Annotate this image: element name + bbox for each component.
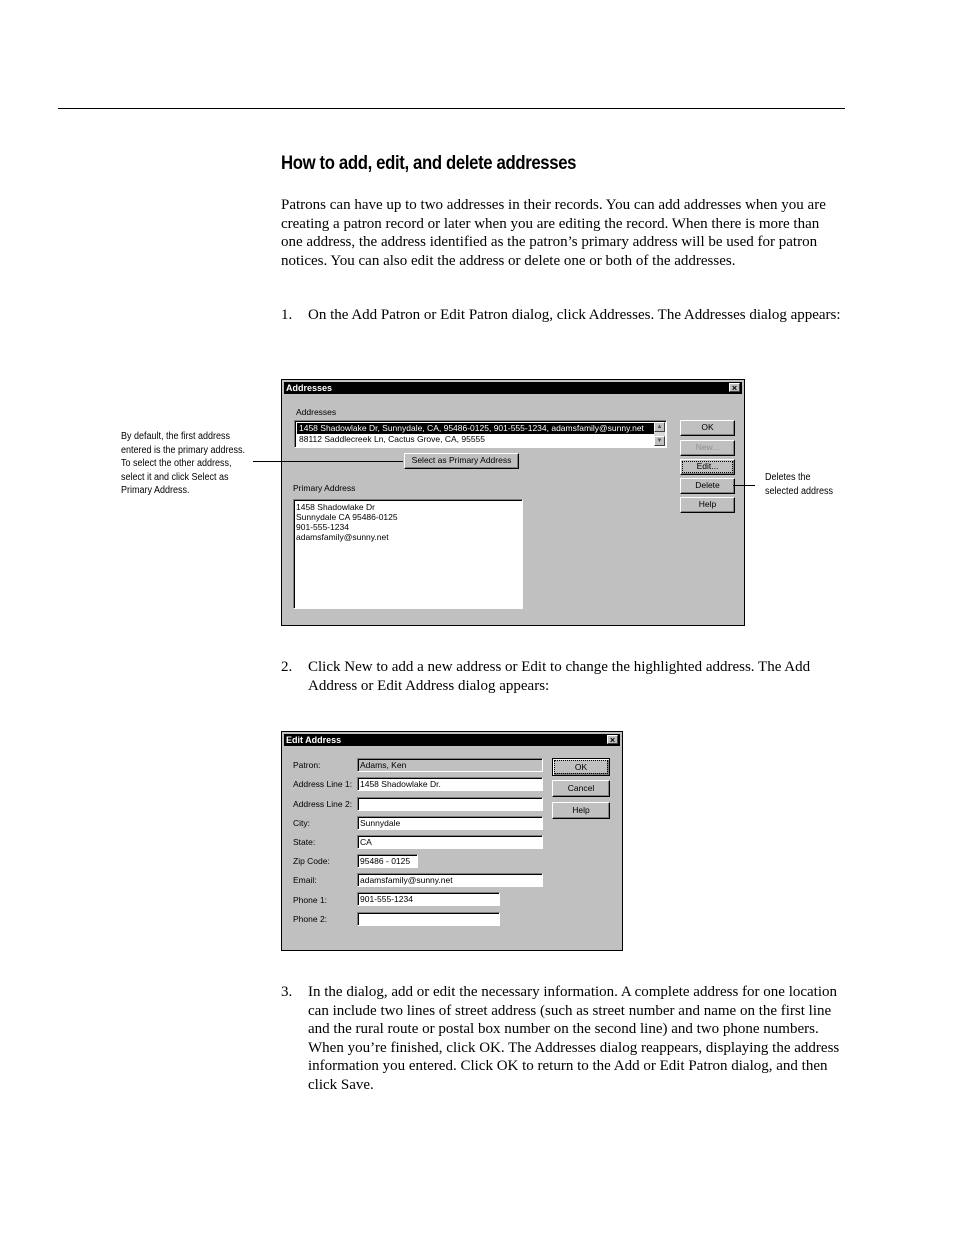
step-text: In the dialog, add or edit the necessary information. A complete address for one location can include two lines of street address (such as street number and name on the first line and the rural route or postal box number on the second line) and two phone numbers. When you’re finished, click OK. The Addresses dialog reappears, displaying the address information you entered. Click OK to return to the Add or Edit Patron dialog, and then click Save. — [308, 984, 840, 1093]
primary-address-line: 1458 Shadowlake Dr — [296, 502, 375, 512]
edit-dialog-titlebar — [284, 734, 620, 746]
scroll-down-icon[interactable]: ▼ — [654, 436, 665, 446]
step-text: Click New to add a new address or Edit to change the highlighted address. The Add Address or Edit Address dialog appears: — [308, 659, 811, 694]
intro-paragraph: Patrons can have up to two addresses in their records. You can add addresses when you are creating a patron record or later when you are editing the record. When there is more than one address, the address identified as the patron’s primary address will be used for patron notices. You can also edit the address or delete one or both of the addresses. — [281, 197, 826, 269]
delete-button[interactable]: Delete — [680, 478, 735, 494]
close-icon[interactable]: × — [729, 383, 740, 392]
phone-1-label: Phone 1: — [293, 895, 328, 905]
address-list-item-selected[interactable]: 1458 Shadowlake Dr, Sunnydale, CA, 95486-0125, 901-555-1234, adamsfamily@sunny.net — [297, 423, 655, 434]
city-label: City: — [293, 818, 310, 828]
address-line-1-input[interactable]: 1458 Shadowlake Dr. — [357, 777, 543, 791]
scroll-up-icon[interactable]: ▲ — [654, 422, 665, 432]
callout-primary-address: By default, the first address entered is the primary address. To select the other address, select it and click Select as Primary Address. — [121, 431, 246, 497]
step-number: 3. — [281, 984, 293, 1000]
select-primary-address-button[interactable]: Select as Primary Address — [404, 453, 519, 469]
addresses-list-label: Addresses — [296, 407, 337, 417]
callout-leader-line — [733, 485, 755, 486]
ok-button[interactable]: OK — [680, 420, 735, 436]
patron-label: Patron: — [293, 760, 321, 770]
patron-field: Adams, Ken — [357, 758, 543, 772]
city-input[interactable]: Sunnydale — [357, 816, 543, 830]
state-input[interactable]: CA — [357, 835, 543, 849]
callout-leader-line — [253, 461, 403, 462]
edit-address-dialog — [281, 731, 623, 951]
addresses-dialog — [281, 379, 745, 626]
addresses-dialog-titlebar — [284, 382, 742, 394]
cancel-button[interactable]: Cancel — [552, 780, 610, 797]
help-button[interactable]: Help — [552, 802, 610, 819]
addresses-listbox[interactable] — [294, 420, 667, 448]
email-label: Email: — [293, 875, 317, 885]
phone-1-input[interactable]: 901-555-1234 — [357, 892, 500, 906]
primary-address-line: Sunnydale CA 95486-0125 — [296, 512, 398, 522]
address-line-2-input[interactable] — [357, 797, 543, 811]
dialog-title: Edit Address — [286, 735, 342, 745]
primary-address-display — [293, 499, 523, 609]
zip-code-label: Zip Code: — [293, 856, 330, 866]
help-button[interactable]: Help — [680, 497, 735, 513]
email-input[interactable]: adamsfamily@sunny.net — [357, 873, 543, 887]
address-line-1-label: Address Line 1: — [293, 779, 353, 789]
state-label: State: — [293, 837, 316, 847]
header-rule — [58, 108, 845, 109]
step-text: On the Add Patron or Edit Patron dialog, click Addresses. The Addresses dialog appears: — [308, 307, 841, 323]
primary-address-line: 901-555-1234 — [296, 522, 349, 532]
phone-2-label: Phone 2: — [293, 914, 328, 924]
zip-code-input[interactable]: 95486 - 0125 — [357, 854, 418, 868]
listbox-scrollbar[interactable] — [654, 422, 665, 446]
address-line-2-label: Address Line 2: — [293, 799, 353, 809]
edit-button[interactable]: Edit... — [680, 459, 735, 475]
callout-delete: Deletes the selected address — [765, 472, 834, 497]
new-button[interactable]: New... — [680, 440, 735, 456]
dialog-title: Addresses — [286, 383, 333, 393]
primary-address-label: Primary Address — [293, 483, 356, 493]
phone-2-input[interactable] — [357, 912, 500, 926]
step-number: 1. — [281, 307, 293, 323]
step-number: 2. — [281, 659, 293, 675]
section-heading: How to add, edit, and delete addresses — [281, 153, 577, 174]
address-list-item[interactable]: 88112 Saddlecreek Ln, Cactus Grove, CA, 95555 — [299, 434, 486, 444]
primary-address-line: adamsfamily@sunny.net — [296, 532, 389, 542]
close-icon[interactable]: × — [607, 735, 618, 744]
ok-button[interactable]: OK — [552, 758, 610, 776]
